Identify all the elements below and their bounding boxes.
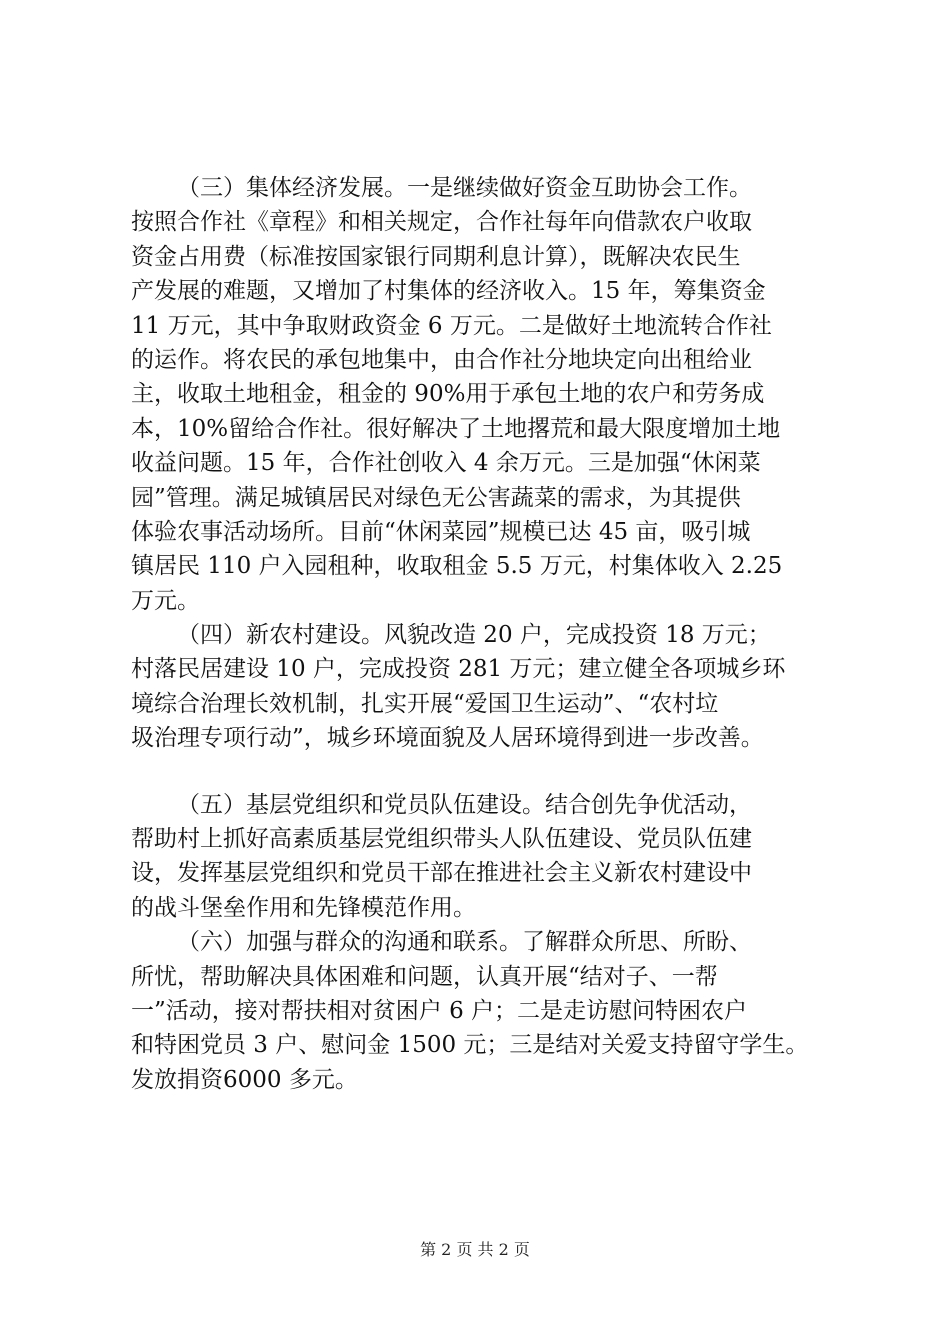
text-line: （六）加强与群众的沟通和联系。了解群众所思、所盼、 [177, 929, 752, 956]
text-line: 帮助村上抓好高素质基层党组织带头人队伍建设、党员队伍建 [131, 826, 752, 853]
paragraph-mass-communication [131, 925, 843, 1097]
text-line: 所忧，帮助解决具体困难和问题，认真开展“结对子、一帮 [131, 963, 718, 990]
paragraph-spacer [131, 756, 843, 788]
paragraph-new-countryside [131, 618, 843, 756]
document-body [131, 171, 843, 1097]
text-line: 发放捐资6000 多元。 [131, 1066, 358, 1093]
text-line: 按照合作社《章程》和相关规定，合作社每年向借款农户收取 [131, 209, 752, 236]
text-line: 万元。 [131, 587, 200, 614]
text-line: 镇居民 110 户入园租种，收取租金 5.5 万元，村集体收入 2.25 [131, 553, 783, 580]
text-line: 主，收取土地租金，租金的 90%用于承包土地的农户和劳务成 [131, 381, 765, 408]
text-line: 境综合治理长效机制，扎实开展“爱国卫生运动”、“农村垃 [131, 690, 719, 717]
text-line: 资金占用费（标准按国家银行同期利息计算），既解决农民生 [131, 243, 741, 270]
text-line: 的运作。将农民的承包地集中，由合作社分地块定向出租给业 [131, 346, 752, 373]
text-line: 圾治理专项行动”，城乡环境面貌及人居环境得到进一步改善。 [131, 725, 764, 752]
text-line: 设，发挥基层党组织和党员干部在推进社会主义新农村建设中 [131, 860, 752, 887]
paragraph-party-organization [131, 788, 843, 926]
text-line: 的战斗堡垒作用和先锋模范作用。 [131, 894, 476, 921]
text-line: 和特困党员 3 户、慰问金 1500 元；三是结对关爱支持留守学生。 [131, 1032, 809, 1059]
text-line: 11 万元，其中争取财政资金 6 万元。二是做好土地流转合作社 [131, 312, 772, 339]
text-line: 一”活动，接对帮扶相对贫困户 6 户；二是走访慰问特困农户 [131, 997, 748, 1024]
text-line: 产发展的难题，又增加了村集体的经济收入。15 年，筹集资金 [131, 278, 766, 305]
paragraph-collective-economy [131, 171, 843, 618]
text-line: （四）新农村建设。风貌改造 20 户，完成投资 18 万元； [177, 622, 771, 649]
text-line: 村落民居建设 10 户，完成投资 281 万元；建立健全各项城乡环 [131, 656, 786, 683]
text-line: （五）基层党组织和党员队伍建设。结合创先争优活动， [177, 791, 752, 818]
text-line: （三）集体经济发展。一是继续做好资金互助协会工作。 [177, 175, 752, 201]
text-line: 收益问题。15 年，合作社创收入 4 余万元。三是加强“休闲菜 [131, 450, 761, 477]
text-line: 园”管理。满足城镇居民对绿色无公害蔬菜的需求，为其提供 [131, 484, 741, 511]
text-line: 本，10%留给合作社。很好解决了土地撂荒和最大限度增加土地 [131, 415, 781, 442]
page-number-footer: 第 2 页 共 2 页 [420, 1240, 530, 1259]
text-line: 体验农事活动场所。目前“休闲菜园”规模已达 45 亩，吸引城 [131, 518, 751, 545]
